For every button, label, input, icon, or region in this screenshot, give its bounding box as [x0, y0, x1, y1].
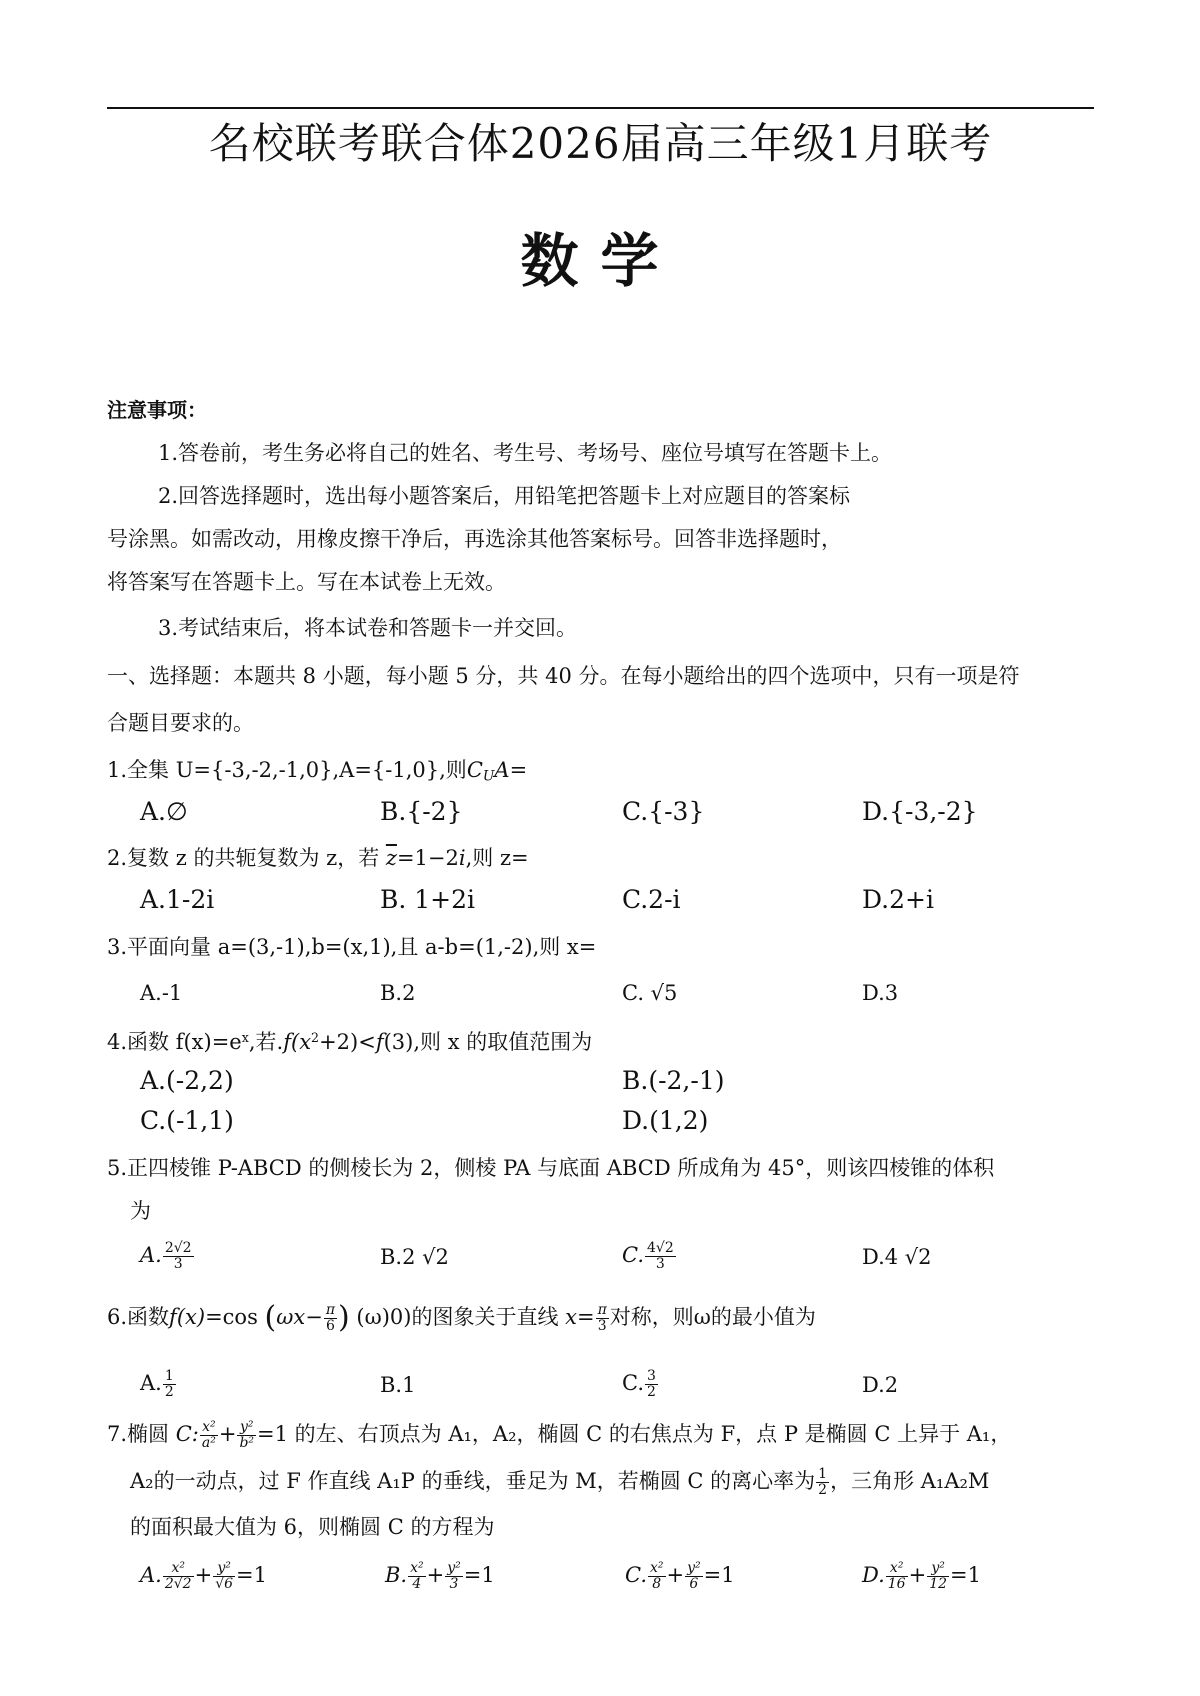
fraction: $\frac{\text{y²}}{12}$ — [929, 1560, 948, 1592]
question-7-option-d — [862, 1560, 981, 1592]
question-6-option-c — [622, 1368, 659, 1400]
equals-one: =1 — [236, 1563, 267, 1587]
fraction: $\frac{\pi}{3}$ — [597, 1302, 607, 1334]
question-7-stem-line-2 — [130, 1466, 989, 1498]
plus-sign: + — [194, 1563, 213, 1587]
question-7-option-a — [140, 1560, 267, 1592]
fraction: $\frac{\text{x²}}{8}$ — [650, 1560, 664, 1592]
fraction: $\frac{\text{x²}}{16}$ — [887, 1560, 906, 1592]
question-7-text: 7.椭圆 — [107, 1422, 176, 1446]
question-1-option-c: C.{-3} — [622, 797, 705, 826]
question-2-option-a: A.1-2i — [140, 885, 215, 914]
fraction: $\frac{2√2}{3}$ — [164, 1240, 192, 1272]
complement-set: A — [494, 758, 510, 782]
fraction: $\frac{\text{y²}}{3}$ — [447, 1560, 461, 1592]
exponent-x: x — [241, 1030, 249, 1045]
function-f-2: f — [375, 1029, 384, 1054]
complement-subscript: U — [482, 768, 495, 785]
function-argument: (x — [291, 1029, 312, 1054]
question-6-option-a — [140, 1368, 177, 1400]
option-d-label: D. — [862, 1563, 885, 1587]
section-1-intro-line-1: 一、选择题：本题共 8 小题，每小题 5 分，共 40 分。在每小题给出的四个选项中，只有一项是符 — [107, 664, 1020, 688]
fraction: $\frac{\text{x²}}{4}$ — [410, 1560, 424, 1592]
fraction: $\frac{\text{y²}}{√6}$ — [215, 1560, 234, 1592]
function-fx: f(x) — [169, 1305, 206, 1329]
question-4-option-b: B.(-2,-1) — [622, 1066, 725, 1095]
question-2-option-c: C.2-i — [622, 885, 681, 914]
fraction: $\frac{3}{2}$ — [647, 1368, 656, 1400]
notice-item-3: 3.考试结束后，将本试卷和答题卡一并交回。 — [158, 616, 578, 640]
question-7-option-c — [625, 1560, 735, 1592]
section-1-intro-line-2: 合题目要求的。 — [107, 711, 254, 735]
exam-title: 名校联考联合体2026届高三年级1月联考 — [208, 119, 993, 168]
question-2-text: 2.复数 z 的共轭复数为 z，若 — [107, 846, 386, 870]
complement-symbol: C — [466, 758, 483, 782]
top-rule — [107, 107, 1094, 109]
omega-condition: (ω)0)的图象关于直线 — [349, 1305, 566, 1329]
question-1-option-a: A.∅ — [140, 797, 188, 826]
equals-one: =1 — [950, 1563, 981, 1587]
option-c-label: C. — [622, 1371, 644, 1395]
question-6-option-d: D.2 — [862, 1373, 899, 1397]
left-paren: ( — [264, 1300, 277, 1335]
plus-sign: + — [218, 1422, 237, 1446]
fraction: $\frac{\text{x²}}{2√2}$ — [164, 1560, 192, 1592]
option-c-label: C. — [622, 1243, 644, 1267]
fraction: $\frac{\pi}{6}$ — [325, 1302, 336, 1334]
question-3-option-a: A.-1 — [140, 981, 183, 1005]
question-5-stem-line-2: 为 — [130, 1199, 151, 1223]
fraction: $\frac{\text{y²}}{6}$ — [687, 1560, 701, 1592]
question-7-stem-line-1 — [107, 1419, 1011, 1451]
question-3-stem: 3.平面向量 a=(3,-1),b=(x,1),且 a-b=(1,-2),则 x= — [107, 935, 597, 959]
imaginary-unit: i — [458, 846, 466, 870]
fraction: $\frac{1}{2}$ — [818, 1466, 828, 1498]
question-6-stem — [107, 1302, 816, 1334]
question-6-end: 对称，则ω的最小值为 — [609, 1305, 816, 1329]
question-5-option-a — [140, 1240, 195, 1272]
plus-sign: + — [908, 1563, 927, 1587]
fraction: $\frac{\text{y²}}{\text{b²}}$ — [239, 1419, 255, 1451]
question-4-text: 4.函数 f(x)=e — [107, 1029, 242, 1054]
question-7-option-b — [385, 1560, 495, 1592]
option-a-label: A. — [140, 1371, 162, 1395]
question-5-option-b: B.2 √2 — [380, 1245, 449, 1269]
function-f-1: f — [283, 1029, 291, 1054]
fraction: $\frac{4√2}{3}$ — [647, 1240, 674, 1272]
option-b-label: B. — [385, 1563, 408, 1587]
question-7-stem-line-3: 的面积最大值为 6，则椭圆 C 的方程为 — [130, 1515, 495, 1539]
question-4-stem — [107, 1023, 592, 1057]
plus-sign: + — [666, 1563, 685, 1587]
option-c-label: C. — [625, 1563, 647, 1587]
question-4-option-d: D.(1,2) — [622, 1106, 709, 1135]
question-3-option-b: B.2 — [380, 981, 416, 1005]
question-2-equation: =1−2 — [396, 846, 459, 870]
question-2-end: ,则 z= — [465, 846, 529, 870]
notice-item-2-line-1: 2.回答选择题时，选出每小题答案后，用铅笔把答题卡上对应题目的答案标 — [158, 484, 851, 508]
notice-item-2-line-3: 将答案写在答题卡上。写在本试卷上无效。 — [107, 570, 506, 594]
conjugate-z: $\overline{z}$ — [385, 846, 397, 870]
equals-one: =1 — [463, 1563, 495, 1587]
option-a-label: A. — [140, 1243, 162, 1267]
question-5-option-d: D.4 √2 — [862, 1245, 932, 1269]
question-7-line-1-end: =1 的左、右顶点为 A₁，A₂，椭圆 C 的右焦点为 F，点 P 是椭圆 C 上异于 A₁， — [257, 1422, 1012, 1446]
question-1-option-d: D.{-3,-2} — [862, 797, 978, 826]
question-4-if: ,若. — [248, 1029, 284, 1054]
question-1-text: 1.全集 U={-3,-2,-1,0},A={-1,0},则 — [107, 758, 467, 782]
ellipse-c: C: — [175, 1422, 199, 1446]
question-1-stem — [107, 755, 527, 791]
question-6-option-b: B.1 — [380, 1373, 416, 1397]
question-3-option-d: D.3 — [862, 981, 899, 1005]
question-1-option-b: B.{-2} — [380, 797, 463, 826]
notice-item-2-line-2: 号涂黑。如需改动，用橡皮擦干净后，再选涂其他答案标号。回答非选择题时， — [107, 527, 842, 551]
notice-item-1: 1.答卷前，考生务必将自己的姓名、考生号、考场号、座位号填写在答题卡上。 — [158, 441, 893, 465]
subject-title: 数学 — [520, 227, 681, 295]
question-7-line-2-end: ，三角形 A₁A₂M — [830, 1469, 990, 1493]
question-6-text: 6.函数 — [107, 1305, 170, 1329]
square-exponent: 2 — [311, 1030, 320, 1045]
function-argument-end: +2)< — [319, 1029, 376, 1054]
question-2-stem — [107, 843, 529, 873]
fraction: $\frac{1}{2}$ — [164, 1368, 174, 1400]
fraction: $\frac{\text{x²}}{\text{a²}}$ — [201, 1419, 216, 1451]
question-5-option-c — [622, 1240, 677, 1272]
cos-text: =cos — [205, 1305, 265, 1329]
line-x: x= — [565, 1305, 595, 1329]
notice-heading: 注意事项： — [107, 398, 207, 422]
question-7-line-2-text: A₂的一动点，过 F 作直线 A₁P 的垂线，垂足为 M，若椭圆 C 的离心率为 — [130, 1469, 816, 1493]
question-4-option-c: C.(-1,1) — [140, 1106, 234, 1135]
question-4-option-a: A.(-2,2) — [140, 1066, 234, 1095]
question-4-end: (3),则 x 的取值范围为 — [383, 1029, 593, 1054]
question-3-option-c: C. √5 — [622, 981, 678, 1005]
right-paren: ) — [338, 1300, 350, 1335]
plus-sign: + — [426, 1563, 445, 1587]
equals-one: =1 — [703, 1563, 735, 1587]
question-2-option-d: D.2+i — [862, 885, 934, 914]
question-5-stem-line-1: 5.正四棱锥 P-ABCD 的侧棱长为 2，侧棱 PA 与底面 ABCD 所成角为 45°，则该四棱锥的体积 — [107, 1156, 995, 1180]
omega-x: ωx− — [276, 1305, 323, 1329]
option-a-label: A. — [140, 1563, 162, 1587]
question-2-option-b: B. 1+2i — [380, 885, 476, 914]
question-1-end: = — [509, 758, 528, 782]
